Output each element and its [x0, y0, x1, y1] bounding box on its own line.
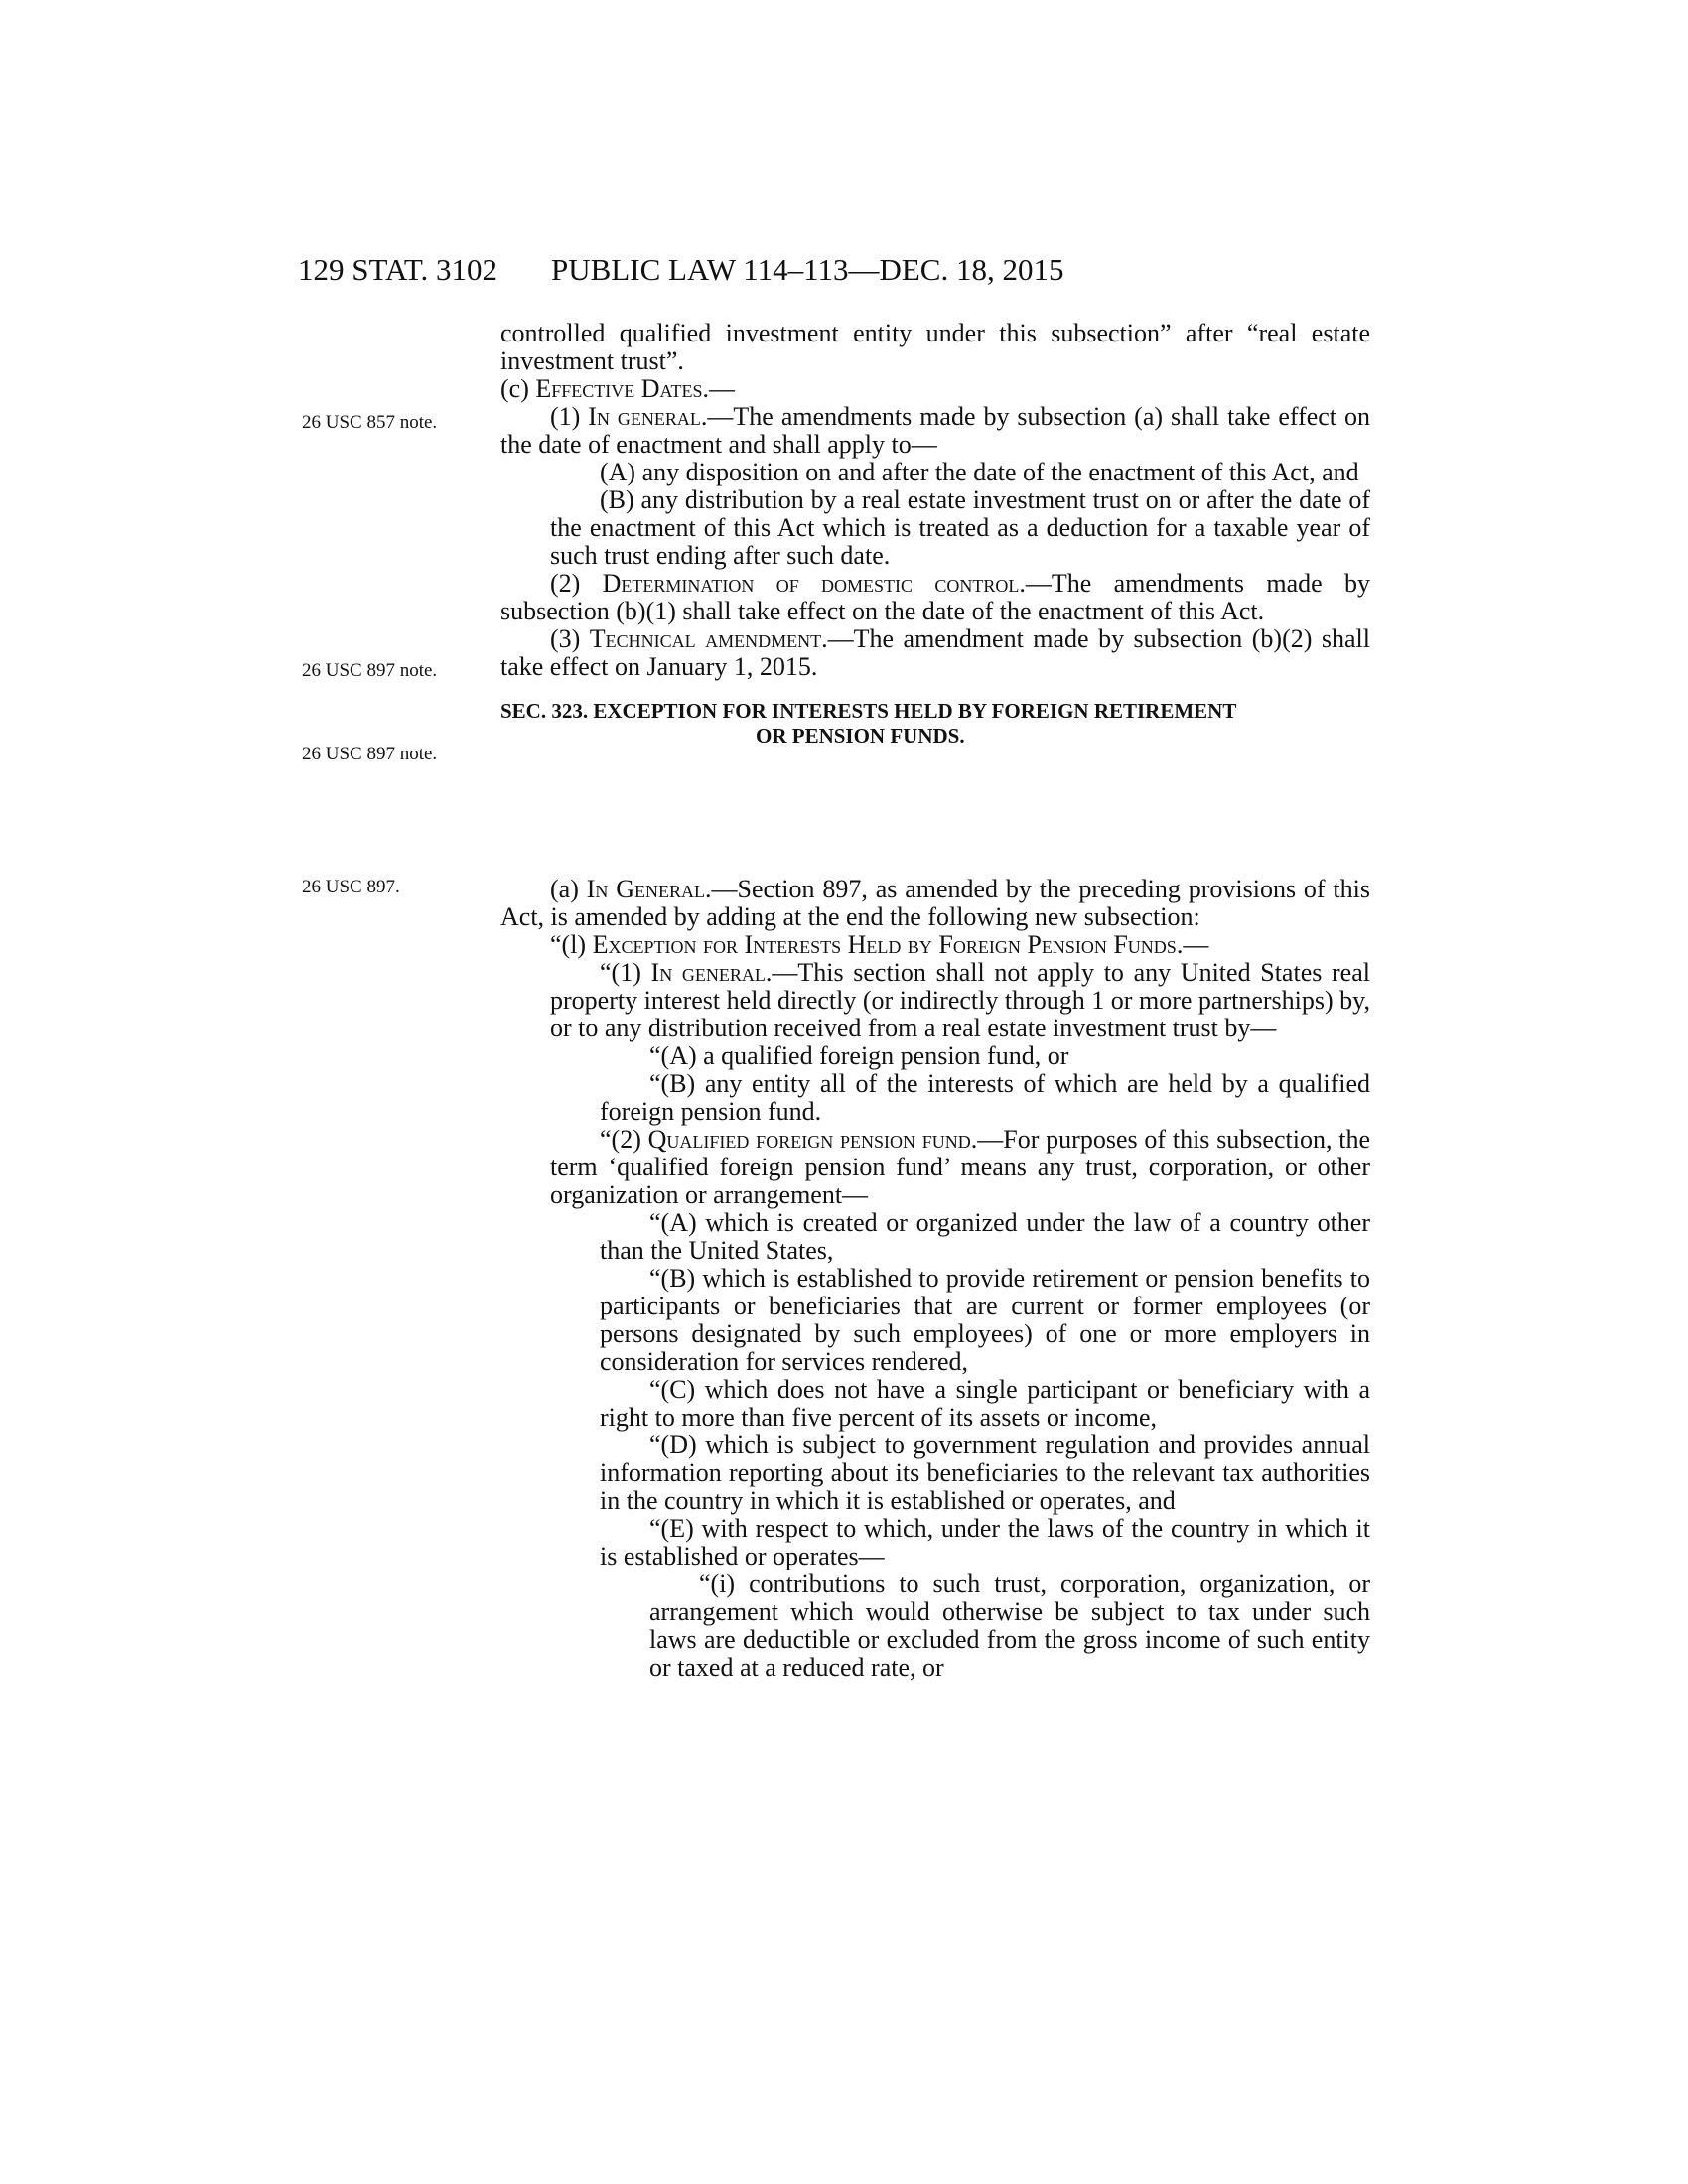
paragraph-l2-heading: Qualified foreign pension fund	[647, 1125, 971, 1154]
subparagraph-l2-b: “(B) which is established to provide retirement or pension benefits to participants or beneficiaries that are current or former employees (or persons designated by such employees) of one or more employers in consideration for services rendered,	[600, 1264, 1370, 1376]
paragraph-c2	[500, 570, 1370, 625]
subsection-c-label: (c)	[500, 374, 536, 403]
subsection-a-heading: In General	[586, 875, 705, 903]
margin-note-26-usc-857: 26 USC 857 note.	[302, 412, 438, 433]
paragraph-c1-text: .—The amendments made by subsection (a) shall take effect on the date of enactment and shall apply to—	[500, 402, 1370, 459]
subsection-a-text: .—Section 897, as amended by the preceding provisions of this Act, is amended by adding at the end the following new subsection:	[500, 875, 1370, 931]
subsection-c-heading	[500, 375, 1370, 403]
subparagraph-l2-a: “(A) which is created or organized under the law of a country other than the United States,	[600, 1208, 1370, 1265]
margin-note-26-usc-897-c: 26 USC 897.	[302, 877, 400, 897]
paragraph-c2-text: .—The amendments made by subsection (b)(1) shall take effect on the date of the enactment of this Act.	[500, 569, 1370, 625]
subparagraph-l1-b: “(B) any entity all of the interests of which are held by a qualified foreign pension fund.	[600, 1069, 1370, 1126]
document-body	[500, 320, 1370, 766]
paragraph-c1-heading: In general	[588, 402, 701, 431]
paragraph-l2-text: .—For purposes of this subsection, the term ‘qualified foreign pension fund’ means any trust, corporation, or other organization or arrangement—	[550, 1125, 1370, 1209]
new-subsection-l	[500, 931, 1370, 959]
paragraph-l1	[500, 959, 1370, 1042]
subsection-a	[500, 876, 1370, 931]
section-heading-line-1: SEC. 323. EXCEPTION FOR INTERESTS HELD BY FOREIGN RETIREMENT	[500, 699, 1237, 723]
paragraph-c3	[500, 625, 1370, 681]
paragraph-l1-text: .—This section shall not apply to any United States real property interest held directly (or indirectly through 1 or more partnerships) by, or to any distribution received from a real estate investment trust by—	[550, 958, 1370, 1042]
subsection-a-number: (a)	[550, 875, 587, 903]
margin-note-26-usc-897-a: 26 USC 897 note.	[302, 660, 438, 681]
subparagraph-l2-e: “(E) with respect to which, under the laws of the country in which it is established or operates—	[600, 1514, 1370, 1570]
section-heading-line-2: OR PENSION FUNDS.	[756, 724, 965, 748]
subsection-c-dash: .—	[702, 374, 736, 403]
subsection-l-heading: Exception for Interests Held by Foreign Pension Funds	[592, 930, 1177, 959]
paragraph-l1-heading: In general	[650, 958, 766, 987]
paragraph-continuation: controlled qualified investment entity under this subsection” after “real estate investment trust”.	[500, 319, 1370, 375]
subparagraph-l1-a: “(A) a qualified foreign pension fund, or	[649, 1041, 1069, 1070]
page-header	[0, 250, 1688, 290]
paragraph-c3-heading: Technical amendment	[589, 624, 822, 653]
paragraph-c1	[500, 403, 1370, 459]
section-323-heading	[500, 699, 1370, 749]
subsection-l-number: “(l)	[550, 930, 593, 959]
paragraph-c1-number: (1)	[550, 402, 589, 431]
paragraph-l1-number: “(1)	[600, 958, 651, 987]
public-law-title: PUBLIC LAW 114–113—DEC. 18, 2015	[551, 252, 1064, 287]
paragraph-c2-heading: Determination of domestic control	[602, 569, 1020, 598]
subparagraph-c1-a: (A) any disposition on and after the date of the enactment of this Act, and	[600, 458, 1359, 486]
paragraph-c2-number: (2)	[550, 569, 603, 598]
subsection-l-dash: .—	[1176, 930, 1209, 959]
paragraph-l2	[500, 1126, 1370, 1209]
subparagraph-l2-c: “(C) which does not have a single participant or beneficiary with a right to more than five percent of its assets or income,	[600, 1375, 1370, 1432]
paragraph-l2-number: “(2)	[600, 1125, 648, 1154]
paragraph-c3-text: .—The amendment made by subsection (b)(2) shall take effect on January 1, 2015.	[500, 624, 1370, 681]
section-323-body	[500, 876, 1370, 1682]
subparagraph-l2-d: “(D) which is subject to government regulation and provides annual information reporting about its beneficiaries to the relevant tax authorities in the country in which it is established or operates, and	[600, 1431, 1370, 1515]
paragraph-c3-number: (3)	[550, 624, 590, 653]
statute-page-number: 129 STAT. 3102	[298, 252, 498, 287]
subsection-c-title: Effective Dates	[535, 374, 703, 403]
subparagraph-c1-b: (B) any distribution by a real estate investment trust on or after the date of the enactment of this Act which is treated as a deduction for a taxable year of such trust ending after such date.	[550, 485, 1370, 570]
clause-l2-e-i: “(i) contributions to such trust, corporation, organization, or arrangement which would otherwise be subject to tax under such laws are deductible or excluded from the gross income of such entity or taxed at a reduced rate, or	[649, 1570, 1370, 1682]
margin-note-26-usc-897-b: 26 USC 897 note.	[302, 744, 438, 764]
